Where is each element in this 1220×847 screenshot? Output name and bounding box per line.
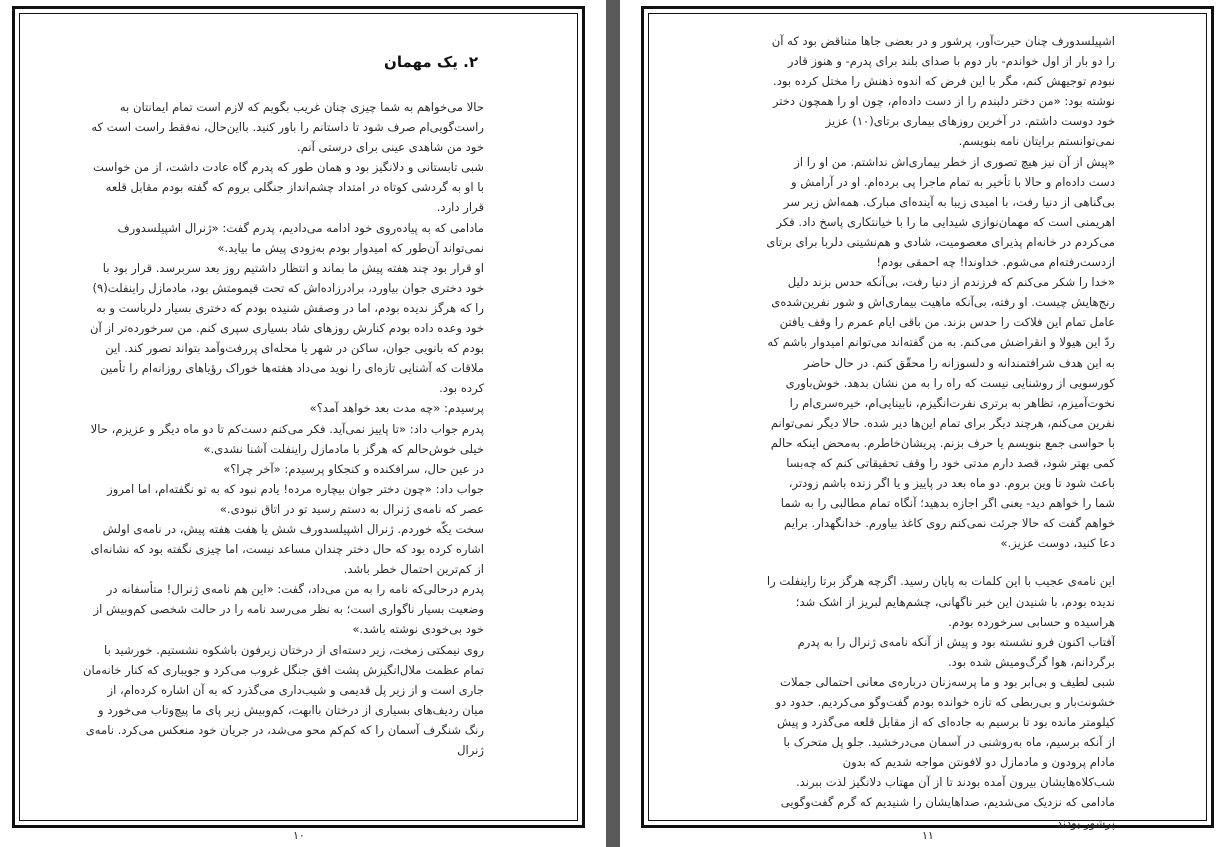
paragraph: شبی لطیف و بی‌ابر بود و ما پرسه‌زنان درباره‌ی معانی احتمالی جملات خشونت‌بار و بی‌ربطی که تازه خوانده بودم گفت‌وگو می‌کردیم. حدود دو کیلومتر مانده بود تا برسیم به جاده‌ای که از مقابل قلعه می‌گذرد و پیش از آنکه برسیم، ماه به‌روشنی در آسمان می‌درخشید. جلو پل متحرک با مادام پرودون و مادمازل دو لافونتن مواجه شدیم که بدون شب‌کلاه‌هایشان بیرون آمده بودند تا از آن مهتاب دلانگیز لذت ببرند. xyxy=(775,674,1115,790)
paragraph: این نامه‌ی عجیب با این کلمات به پایان رسید. اگرچه هرگز برتا راینفلت را ندیده بودم، با شنیدن این خبر ناگهانی، چشم‌هایم لبریز از اشک شد؛ هراسیده و حسابی سرخورده بودم. xyxy=(766,574,1115,629)
paragraph: روی نیمکتی زمخت، زیر دسته‌ای از درختان زیرفون باشکوه نشستیم. خورشید با تمام عظمت ملال‌انگیزش پشت افق جنگل غروب می‌کرد و جویباری که کنار خانه‌مان جاری است و از زیر پل قدیمی و شیب‌داری می‌گذرد که به آن اشاره کرده‌ام، از میان ردیف‌های بسیاری از درختان باابهت، کم‌وبیش زیر پای ما پیچ‌وتاب می‌خورد و رنگ شنگرف آسمان را که کم‌کم محو می‌شد، در جریان خود منعکس می‌کرد. نامه‌ی ژنرال xyxy=(83,642,484,757)
page-number-left: ۱۰ xyxy=(293,829,305,842)
paragraph: پدرم درحالی‌که نامه را به من می‌داد، گفت: «این هم نامه‌ی ژنرال! متأسفانه در وضعیت بسیار ناگواری است؛ به نظر می‌رسد نامه را در حالت شخصی کم‌وبیش از خود بی‌خودی نوشته باشد.» xyxy=(93,582,484,637)
paragraph: «پیش از آن نیز هیچ تصوری از خطر بیماری‌اش نداشتم. من او را از دست داده‌ام و حالا با تأخیر به تمام ماجرا پی برده‌ام. او در آرامش و بی‌گناهی از دنیا رفت، با امیدی زیبا به آینده‌ای مبارک. همه‌اش زیر سر اهریمنی است که مهمان‌نوازی شیدایی ما را با خیانتکاری پاسخ داد. فکر می‌کردم در خانه‌ام پذیرای معصومیت، شادی و هم‌نشینی دلربا برای برتای ازدست‌رفته‌ام می‌شوم. خداوندا! چه احمقی بودم! xyxy=(766,154,1115,270)
chapter-heading: ۲. یک مهمان xyxy=(384,53,478,71)
right-page-body xyxy=(766,31,1115,833)
paragraph: شبی تابستانی و دلانگیز بود و همان طور که پدرم گاه عادت داشت، از من خواست با او به گردشی کوتاه در امتداد چشم‌انداز جنگلی بروم که گفته بودم مقابل قلعه قرار دارد. xyxy=(93,160,484,215)
paragraph: حالا می‌خواهم به شما چیزی چنان غریب بگویم که لازم است تمام ایمانتان به راست‌گویی‌ام صرف شود تا داستانم را باور کنید. بااین‌حال، نه‌فقط راست است که خود من شاهدی عینی برای درستی آنم. xyxy=(91,100,484,155)
paragraph: «خدا را شکر می‌کنم که فرزندم از دنیا رفت، بی‌آنکه حدس بزند دلیل رنج‌هایش چیست. او رفته، بی‌آنکه ماهیت بیماری‌اش و شور نفرین‌شده‌ی عامل تمام این فلاکت را حدس بزند. من باقی ایام عمرم را وقف یافتن ردّ این هیولا و انقراضش می‌کنم. به من گفته‌اند می‌توانم امیدوار باشم که به این هدف شرافتمندانه و دلسوزانه را محقّق کنم. در حال حاضر کورسویی از روشنایی نیست که راه را به من نشان بدهد. خوش‌باوری نخوت‌آمیزم، تظاهر به برتری نفرت‌انگیزم، نابینایی‌ام، خیره‌سری‌ام را نفرین می‌کنم، هرچند دیگر برای تمام این‌ها دیر شده. حالا دیگر نمی‌توانم با حواسی جمع بنویسم یا حرف بزنم. پریشان‌خاطرم. به‌محض اینکه حالم کمی بهتر شود، قصد دارم مدتی خود را وقف تحقیقاتی کنم که چه‌بسا باعث شود تا وین بروم. دو ماه بعد در پاییز و یا اگر زنده باشم زودتر، شما را خواهم دید- یعنی اگر اجازه بدهید؛ آنگاه تمام مطالبی را به شما خواهم گفت که حالا جرئت نمی‌کنم روی کاغذ بیاورم. خدانگهدار. برایم دعا کنید، دوست عزیز.» xyxy=(767,275,1115,551)
book-gutter xyxy=(606,0,620,847)
paragraph: او قرار بود چند هفته پیش ما بماند و انتظار داشتیم روز بعد سربرسد. قرار بود با خود دختری جوان بیاورد، برادرزاده‌اش که تحت قیمومتش بود، مادمازل راینفلت(۹) را که هرگز ندیده بودم، اما در وصفش شنیده بودم که دختری بسیار دلرباست و به خود وعده داده بودم کنارش روزهای شاد بسیاری سپری کنم. من سرخورده‌تر از آن بودم که بانویی جوان، ساکن در شهر یا محله‌ای پررفت‌وآمد بتواند تصور کند. این ملاقات که آشنایی تازه‌ای را نوید می‌داد هفته‌ها خوراک رؤیاهای روزانه‌ام را تأمین کرده بود. xyxy=(89,260,484,396)
right-page xyxy=(641,6,1214,828)
paragraph: مادامی که به پیاده‌روی خود ادامه می‌دادیم، پدرم گفت: «ژنرال اشپیلسدورف نمی‌تواند آن‌طور که امیدوار بودم به‌زودی پیش ما بیاید.» xyxy=(117,220,484,255)
left-page xyxy=(12,6,585,828)
paragraph: اشپیلسدورف چنان حیرت‌آور، پرشور و در بعضی جاها متناقض بود که آن را دو بار از اول خواندم- بار دوم با صدای بلند برای پدرم- و هنوز قادر نبودم توجیهش کنم، مگر با این فرض که اندوه ذهنش را مختل کرده بود. xyxy=(771,34,1115,89)
paragraph: آفتاب اکنون فرو نشسته بود و پیش از آنکه نامه‌ی ژنرال را به پدرم برگردانم، هوا گرگ‌ومیش شده بود. xyxy=(797,634,1115,669)
paragraph: پدرم جواب داد: «تا پاییز نمی‌آید. فکر می‌کنم دست‌کم تا دو ماه دیگر و عزیزم، حالا خیلی خوش‌حالم که هرگز با مادمازل راینفلت آشنا نشدی.» xyxy=(90,421,484,456)
page-number-right: ۱۱ xyxy=(922,829,934,842)
paragraph: جواب داد: «چون دختر جوان بیچاره مرده! یادم نبود که به تو نگفته‌ام، اما امروز عصر که نامه‌ی ژنرال به دستم رسید تو در اتاق نبودی.» xyxy=(107,481,484,516)
paragraph: مادامی که نزدیک می‌شدیم، صداهایشان را شنیدیم که گرم گفت‌وگویی پرشور بودند xyxy=(780,795,1115,830)
paragraph: در عین حال، سرافکنده و کنجکاو پرسیدم: «آخر چرا؟» xyxy=(223,461,484,476)
paragraph: نوشته بود: «من دختر دلبندم را از دست داده‌ام، چون او را همچون دختر خود دوست داشتم. در آخرین روزهای بیماری برتای(۱۰) عزیز نمی‌توانستم برایتان نامه بنویسم. xyxy=(772,94,1115,149)
left-page-body xyxy=(83,97,484,760)
paragraph-gap xyxy=(766,553,1115,571)
paragraph: سخت یکّه خوردم. ژنرال اشپیلسدورف شش یا هفت هفته پیش، در نامه‌ی اولش اشاره کرده بود که حال دختر چندان مساعد نیست، اما چیزی نگفته بود که نشانه‌ای از کم‌ترین احتمال خطر باشد. xyxy=(90,521,484,577)
paragraph: پرسیدم: «چه مدت بعد خواهد آمد؟» xyxy=(309,401,484,416)
